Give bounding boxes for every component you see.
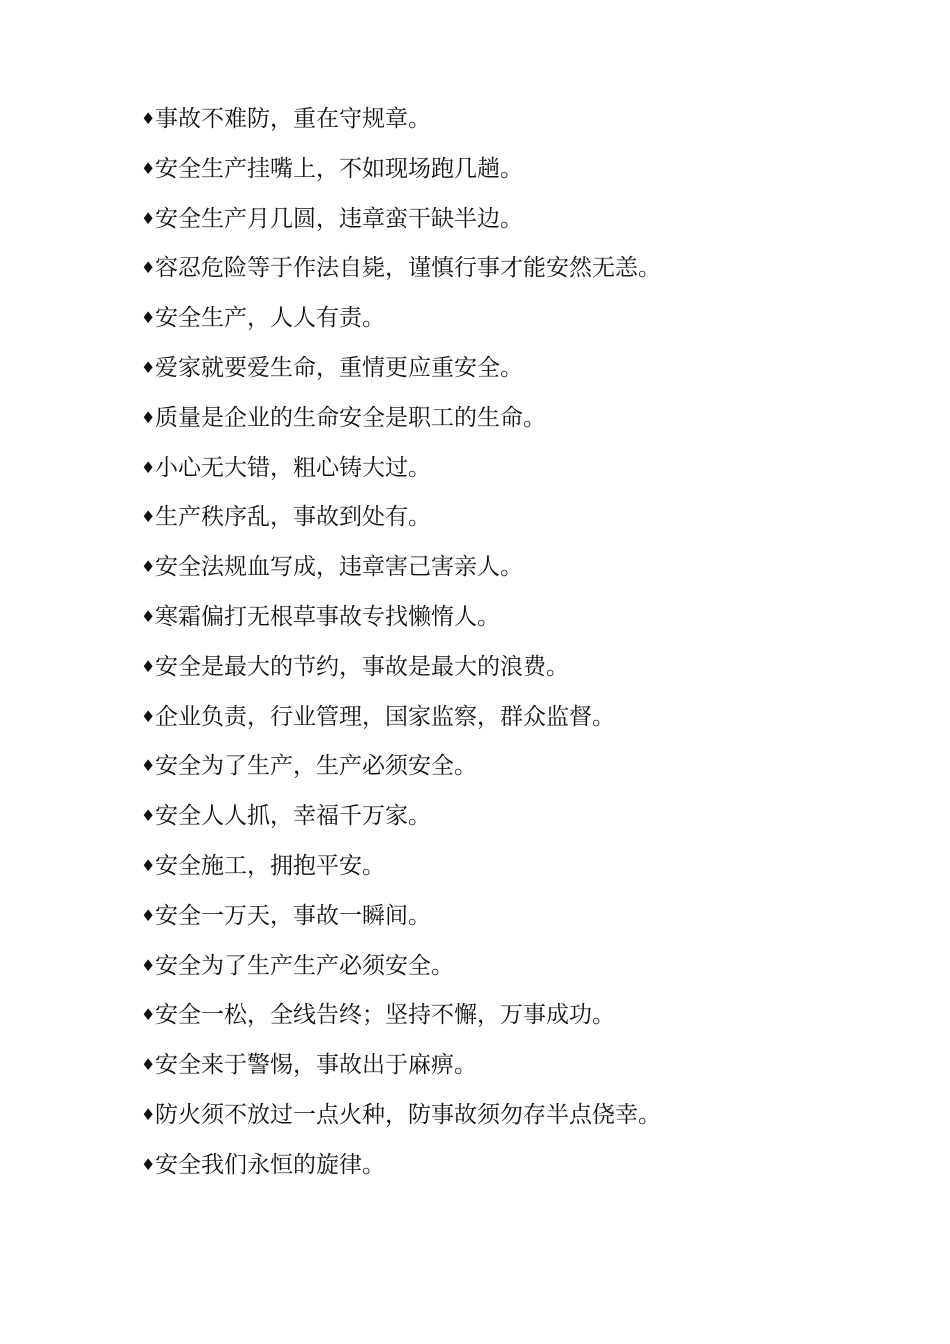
diamond-bullet-icon: ♦ bbox=[141, 507, 156, 527]
list-item bbox=[141, 1042, 661, 1092]
diamond-bullet-icon: ♦ bbox=[141, 308, 156, 328]
list-item bbox=[141, 694, 661, 744]
diamond-bullet-icon: ♦ bbox=[141, 1154, 156, 1174]
list-item bbox=[141, 793, 661, 843]
list-item bbox=[141, 445, 661, 495]
list-item bbox=[141, 196, 661, 246]
diamond-bullet-icon: ♦ bbox=[141, 806, 156, 826]
slogan-text: 安全法规血写成，违章害己害亲人。 bbox=[155, 554, 523, 581]
diamond-bullet-icon: ♦ bbox=[141, 1055, 156, 1075]
list-item bbox=[141, 146, 661, 196]
list-item bbox=[141, 245, 661, 295]
slogan-text: 寒霜偏打无根草事故专找懒惰人。 bbox=[155, 603, 500, 630]
diamond-bullet-icon: ♦ bbox=[141, 656, 156, 676]
diamond-bullet-icon: ♦ bbox=[141, 109, 156, 128]
slogan-text: 安全我们永恒的旋律。 bbox=[155, 1151, 385, 1178]
list-item bbox=[141, 992, 661, 1042]
diamond-bullet-icon: ♦ bbox=[141, 457, 156, 477]
list-item bbox=[141, 544, 661, 594]
slogan-text: 安全为了生产生产必须安全。 bbox=[155, 952, 454, 979]
diamond-bullet-icon: ♦ bbox=[141, 855, 156, 875]
list-item bbox=[141, 1142, 661, 1192]
list-item bbox=[141, 644, 661, 694]
list-item bbox=[141, 843, 661, 893]
slogan-text: 安全生产挂嘴上，不如现场跑几趟。 bbox=[155, 155, 523, 182]
list-item bbox=[141, 893, 661, 943]
slogan-text: 安全一万天，事故一瞬间。 bbox=[155, 902, 431, 929]
list-item bbox=[141, 345, 661, 395]
slogan-text: 安全施工，拥抱平安。 bbox=[155, 852, 385, 879]
slogan-text: 安全人人抓，幸福千万家。 bbox=[155, 803, 431, 830]
diamond-bullet-icon: ♦ bbox=[141, 1005, 156, 1025]
diamond-bullet-icon: ♦ bbox=[141, 258, 156, 278]
diamond-bullet-icon: ♦ bbox=[141, 357, 156, 377]
slogan-list bbox=[141, 96, 661, 1192]
diamond-bullet-icon: ♦ bbox=[141, 1104, 156, 1124]
slogan-text: 防火须不放过一点火种，防事故须勿存半点侥幸。 bbox=[155, 1101, 661, 1128]
diamond-bullet-icon: ♦ bbox=[141, 955, 156, 975]
diamond-bullet-icon: ♦ bbox=[141, 706, 156, 726]
list-item bbox=[141, 594, 661, 644]
slogan-text: 安全生产月几圆，违章蛮干缺半边。 bbox=[155, 205, 523, 232]
slogan-text: 生产秩序乱，事故到处有。 bbox=[155, 504, 431, 531]
diamond-bullet-icon: ♦ bbox=[141, 756, 156, 776]
slogan-text: 企业负责，行业管理，国家监察，群众监督。 bbox=[155, 703, 615, 730]
slogan-text: 安全来于警惕，事故出于麻痹。 bbox=[155, 1052, 477, 1079]
slogan-text: 安全一松，全线告终；坚持不懈，万事成功。 bbox=[155, 1002, 615, 1029]
diamond-bullet-icon: ♦ bbox=[141, 158, 156, 178]
diamond-bullet-icon: ♦ bbox=[141, 557, 156, 577]
slogan-text: 安全是最大的节约，事故是最大的浪费。 bbox=[155, 653, 569, 680]
diamond-bullet-icon: ♦ bbox=[141, 905, 156, 925]
slogan-text: 事故不难防，重在守规章。 bbox=[155, 106, 431, 132]
diamond-bullet-icon: ♦ bbox=[141, 208, 156, 228]
list-item bbox=[141, 743, 661, 793]
list-item bbox=[141, 1092, 661, 1142]
list-item bbox=[141, 943, 661, 993]
slogan-text: 安全为了生产，生产必须安全。 bbox=[155, 753, 477, 780]
slogan-text: 容忍危险等于作法自毙，谨慎行事才能安然无恙。 bbox=[155, 255, 661, 282]
slogan-text: 安全生产，人人有责。 bbox=[155, 305, 385, 332]
list-item bbox=[141, 494, 661, 544]
list-item bbox=[141, 295, 661, 345]
list-item bbox=[141, 96, 661, 146]
slogan-text: 爱家就要爱生命，重情更应重安全。 bbox=[155, 354, 523, 381]
slogan-text: 质量是企业的生命安全是职工的生命。 bbox=[155, 404, 546, 431]
diamond-bullet-icon: ♦ bbox=[141, 407, 156, 427]
slogan-text: 小心无大错，粗心铸大过。 bbox=[155, 454, 431, 481]
diamond-bullet-icon: ♦ bbox=[141, 606, 156, 626]
list-item bbox=[141, 395, 661, 445]
